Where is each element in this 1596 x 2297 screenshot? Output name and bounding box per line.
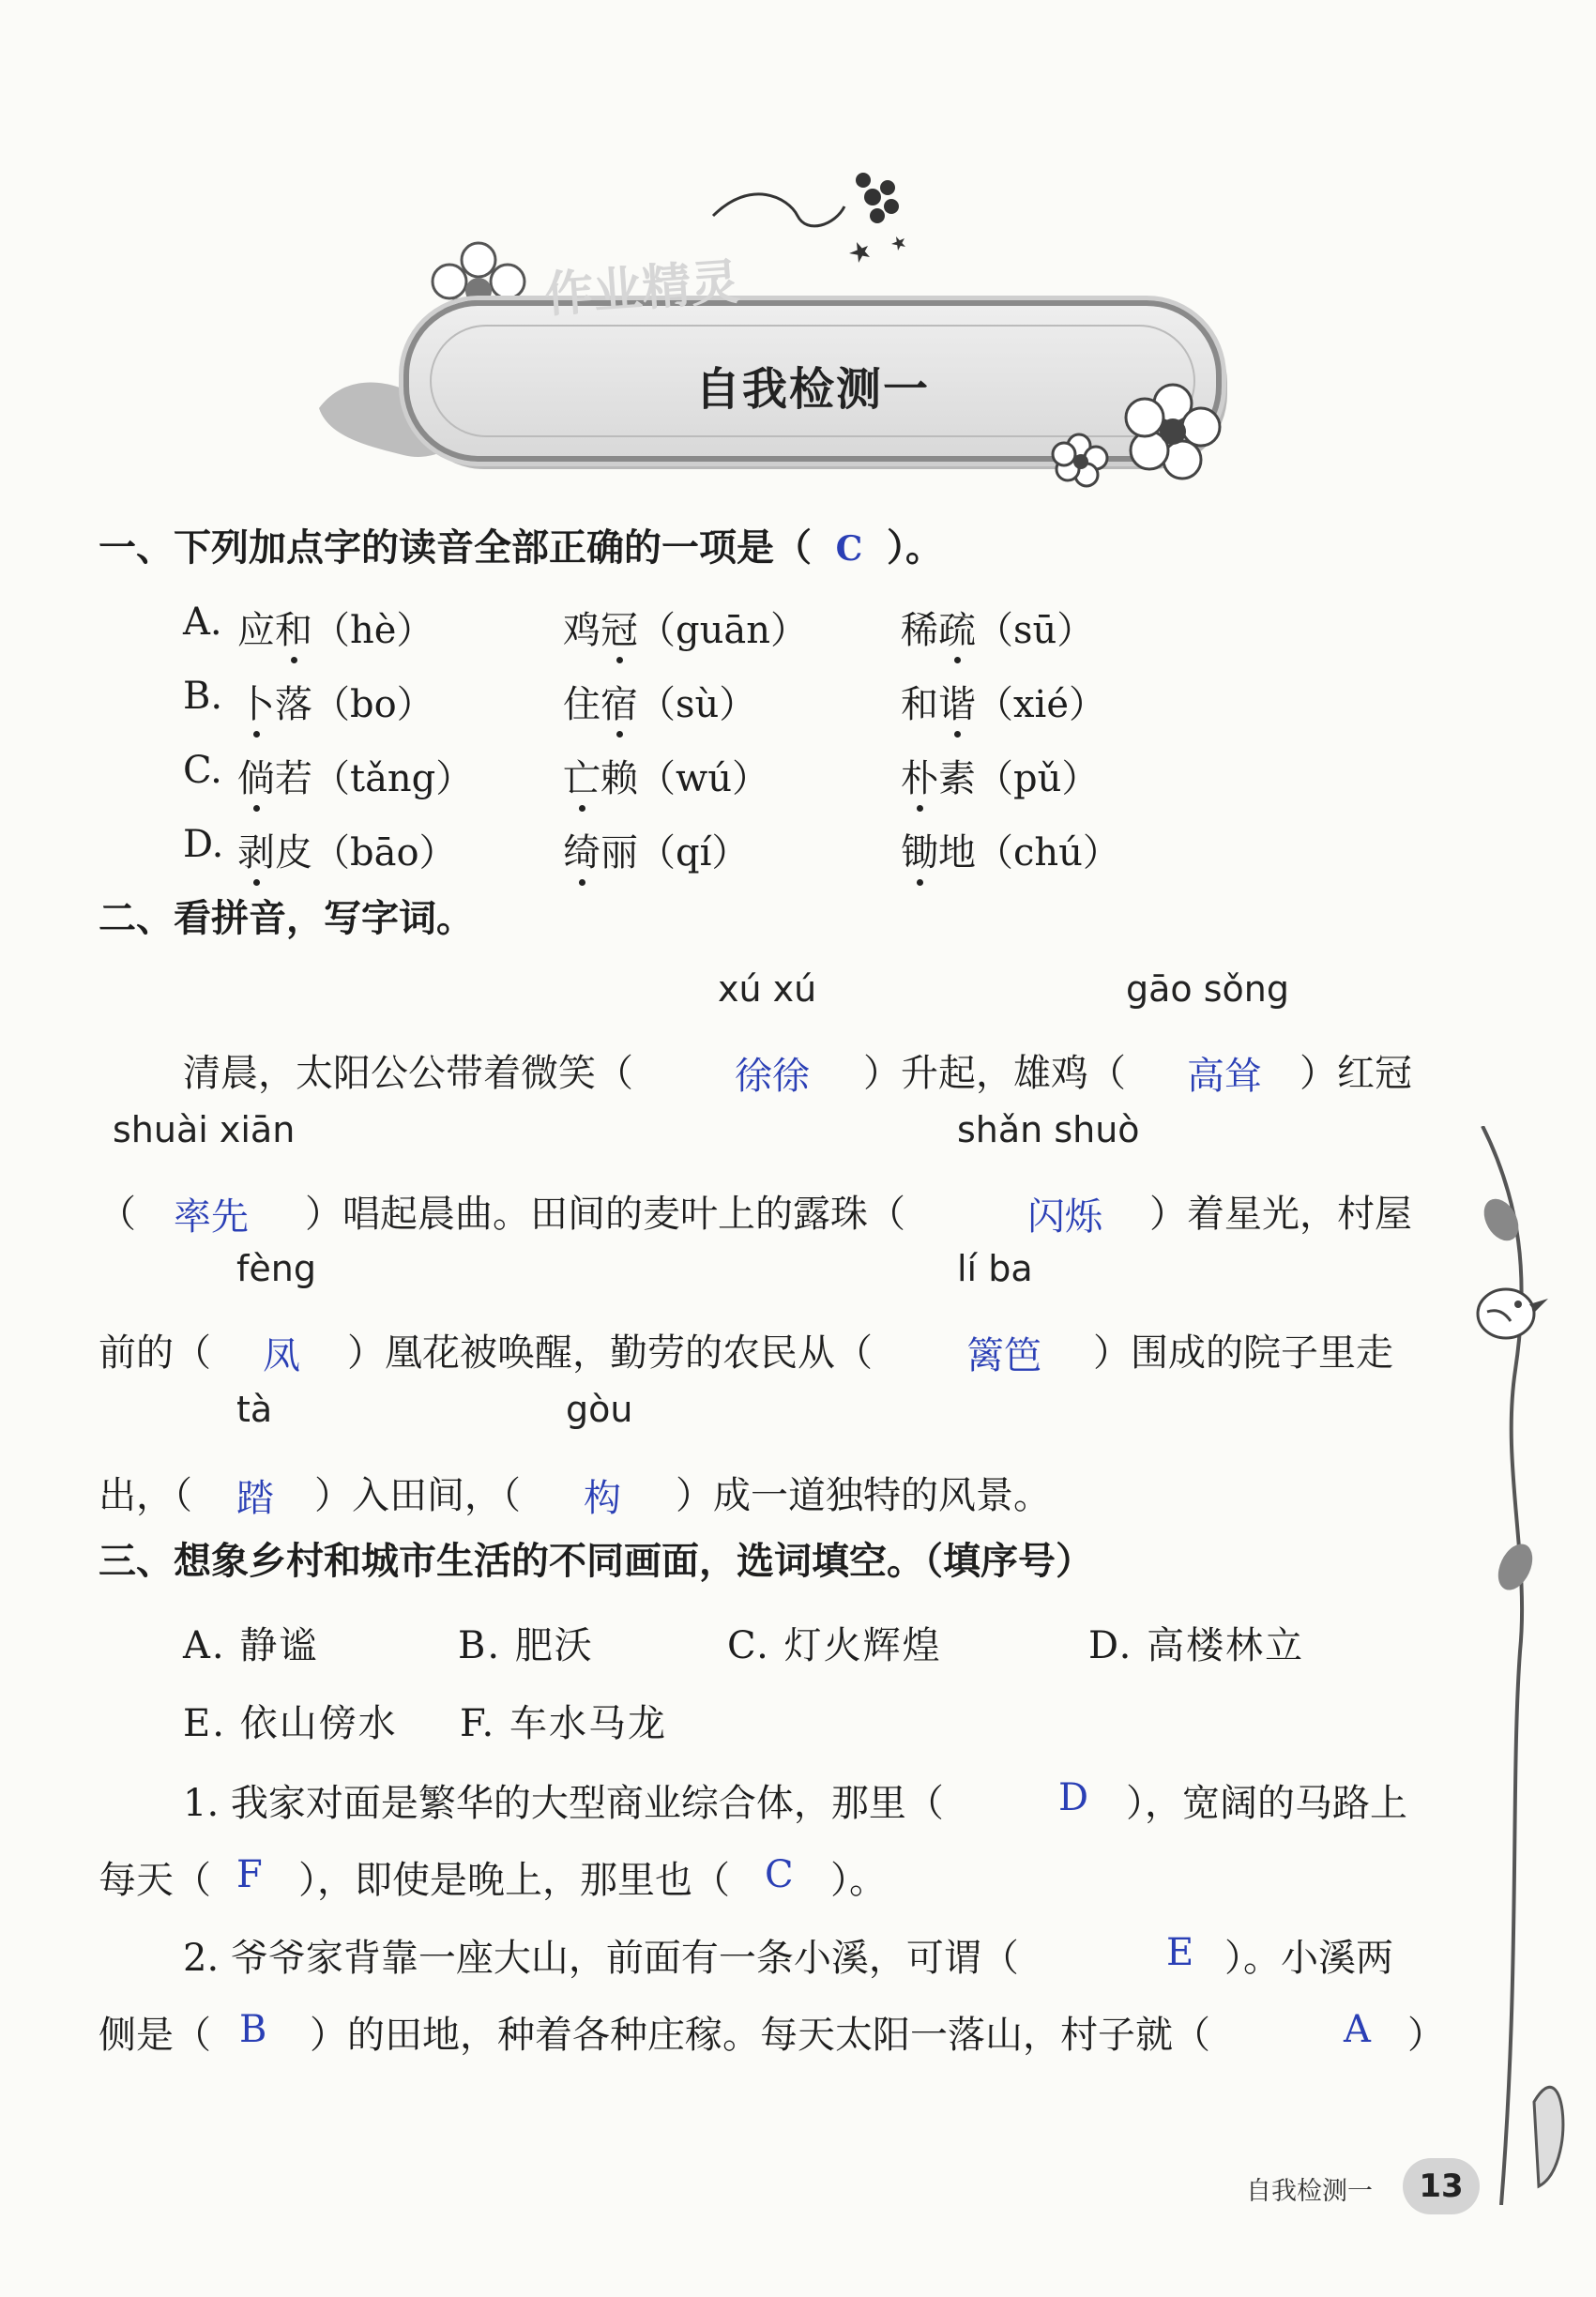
option-label: A.: [183, 601, 222, 644]
option-item: 卜落（bo）: [237, 675, 434, 728]
dotted-char: 和: [275, 601, 312, 654]
dotted-char: 宿: [600, 675, 638, 728]
option-label: B.: [183, 675, 223, 718]
passage-text: ）唱起晨曲。田间的麦叶上的露珠（: [305, 1193, 905, 1236]
choice-item: E. 依山傍水: [183, 1702, 398, 1745]
option-item: 住宿（sù）: [563, 675, 756, 728]
dotted-char: 绮: [563, 823, 600, 876]
watermark: 作业精灵: [542, 253, 742, 325]
dotted-char: 冠: [600, 601, 638, 654]
passage-text: ）凰花被唤醒，勤劳的农民从（: [347, 1331, 873, 1375]
fill-answer: A: [1344, 2008, 1371, 2051]
passage-text: ）着星光，村屋: [1149, 1193, 1412, 1236]
option-item: 绮丽（qí）: [563, 823, 749, 876]
q1-stem: 一、下列加点字的读音全部正确的一项是（ C ）。: [99, 526, 943, 570]
passage-text: 清晨，太阳公公带着微笑（: [183, 1052, 633, 1095]
sentence-text: ）: [1407, 2014, 1445, 2057]
fill-answer: 凤: [263, 1334, 300, 1377]
sentence-text: 1. 我家对面是繁华的大型商业综合体，那里（: [183, 1782, 944, 1825]
option-label: C.: [183, 749, 222, 792]
fill-answer: 闪烁: [1027, 1195, 1102, 1239]
option-item: 应和（hè）: [237, 601, 433, 654]
pinyin-label: tà: [236, 1389, 273, 1430]
dotted-char: 谐: [938, 675, 976, 728]
dotted-char: 疏: [938, 601, 976, 654]
passage-text: ）入田间，（: [314, 1474, 521, 1517]
fill-answer: 踏: [236, 1477, 274, 1520]
flower-cluster-icon: [1041, 375, 1229, 488]
page-number: 13: [1403, 2158, 1480, 2214]
passage-text: ）升起，雄鸡（: [863, 1052, 1126, 1095]
passage-text: ）成一道独特的风景。: [676, 1474, 1051, 1517]
fill-answer: E: [1166, 1931, 1194, 1974]
dotted-char: 卜: [237, 675, 275, 728]
option-item: 鸡冠（guān）: [563, 601, 808, 654]
fill-answer: 篱笆: [966, 1334, 1041, 1377]
choice-item: B. 肥沃: [458, 1624, 594, 1667]
q3-stem: 三、想象乡村和城市生活的不同画面，选词填空。（填序号）: [99, 1540, 1093, 1583]
passage-text: （: [99, 1193, 136, 1236]
bird-icon: [1464, 1267, 1558, 1351]
fill-answer: 构: [584, 1477, 621, 1520]
pinyin-label: xú xú: [718, 968, 817, 1010]
dotted-char: 亡: [563, 749, 600, 802]
dotted-char: 锄: [901, 823, 938, 876]
q1-answer: C: [835, 529, 863, 569]
choice-item: F. 车水马龙: [460, 1702, 667, 1745]
footer-section-label: 自我检测一: [1246, 2177, 1373, 2206]
option-item: 朴素（pǔ）: [901, 749, 1099, 802]
passage-text: ）红冠: [1300, 1052, 1412, 1095]
sentence-text: ）的田地，种着各种庄稼。每天太阳一落山，村子就（: [310, 2014, 1210, 2057]
pinyin-label: shuài xiān: [113, 1109, 296, 1150]
fill-answer: D: [1058, 1776, 1089, 1819]
fill-answer: C: [765, 1853, 794, 1896]
fill-answer: B: [239, 2008, 267, 2051]
option-item: 稀疏（sū）: [901, 601, 1094, 654]
fill-answer: 率先: [174, 1195, 249, 1239]
choice-item: C. 灯火辉煌: [727, 1624, 942, 1667]
dotted-char: 剥: [237, 823, 275, 876]
fill-answer: F: [236, 1853, 263, 1896]
page-title: 自我检测一: [694, 363, 930, 416]
sentence-text: ），即使是晚上，那里也（: [298, 1859, 730, 1902]
pinyin-label: gāo sǒng: [1126, 968, 1289, 1010]
choice-item: D. 高楼林立: [1088, 1624, 1305, 1667]
option-item: 锄地（chú）: [901, 823, 1120, 876]
dotted-char: 朴: [901, 749, 938, 802]
fill-answer: 徐徐: [735, 1055, 810, 1098]
fill-answer: 高耸: [1187, 1055, 1262, 1098]
pinyin-label: gòu: [566, 1389, 633, 1430]
sentence-text: 2. 爷爷家背靠一座大山，前面有一条小溪，可谓（: [183, 1937, 1019, 1980]
option-label: D.: [183, 823, 224, 866]
option-item: 亡赖（wú）: [563, 749, 769, 802]
pinyin-label: shǎn shuò: [957, 1109, 1140, 1150]
sentence-text: ），宽阔的马路上: [1126, 1782, 1407, 1825]
choice-item: A. 静谧: [183, 1624, 319, 1667]
sentence-text: 每天（: [99, 1859, 211, 1902]
passage-text: 出，（: [99, 1474, 192, 1517]
sentence-text: 侧是（: [99, 2014, 211, 2057]
q2-stem: 二、看拼音，写字词。: [99, 897, 474, 940]
option-item: 倘若（tǎng）: [237, 749, 473, 802]
passage-text: ）围成的院子里走: [1093, 1331, 1393, 1375]
option-item: 剥皮（bāo）: [237, 823, 457, 876]
passage-text: 前的（: [99, 1331, 211, 1375]
sentence-text: ）。小溪两: [1224, 1937, 1393, 1980]
dotted-char: 倘: [237, 749, 275, 802]
pinyin-label: lí ba: [957, 1248, 1033, 1289]
pinyin-label: fèng: [236, 1248, 316, 1289]
sentence-text: ）。: [830, 1859, 887, 1902]
option-item: 和谐（xié）: [901, 675, 1106, 728]
